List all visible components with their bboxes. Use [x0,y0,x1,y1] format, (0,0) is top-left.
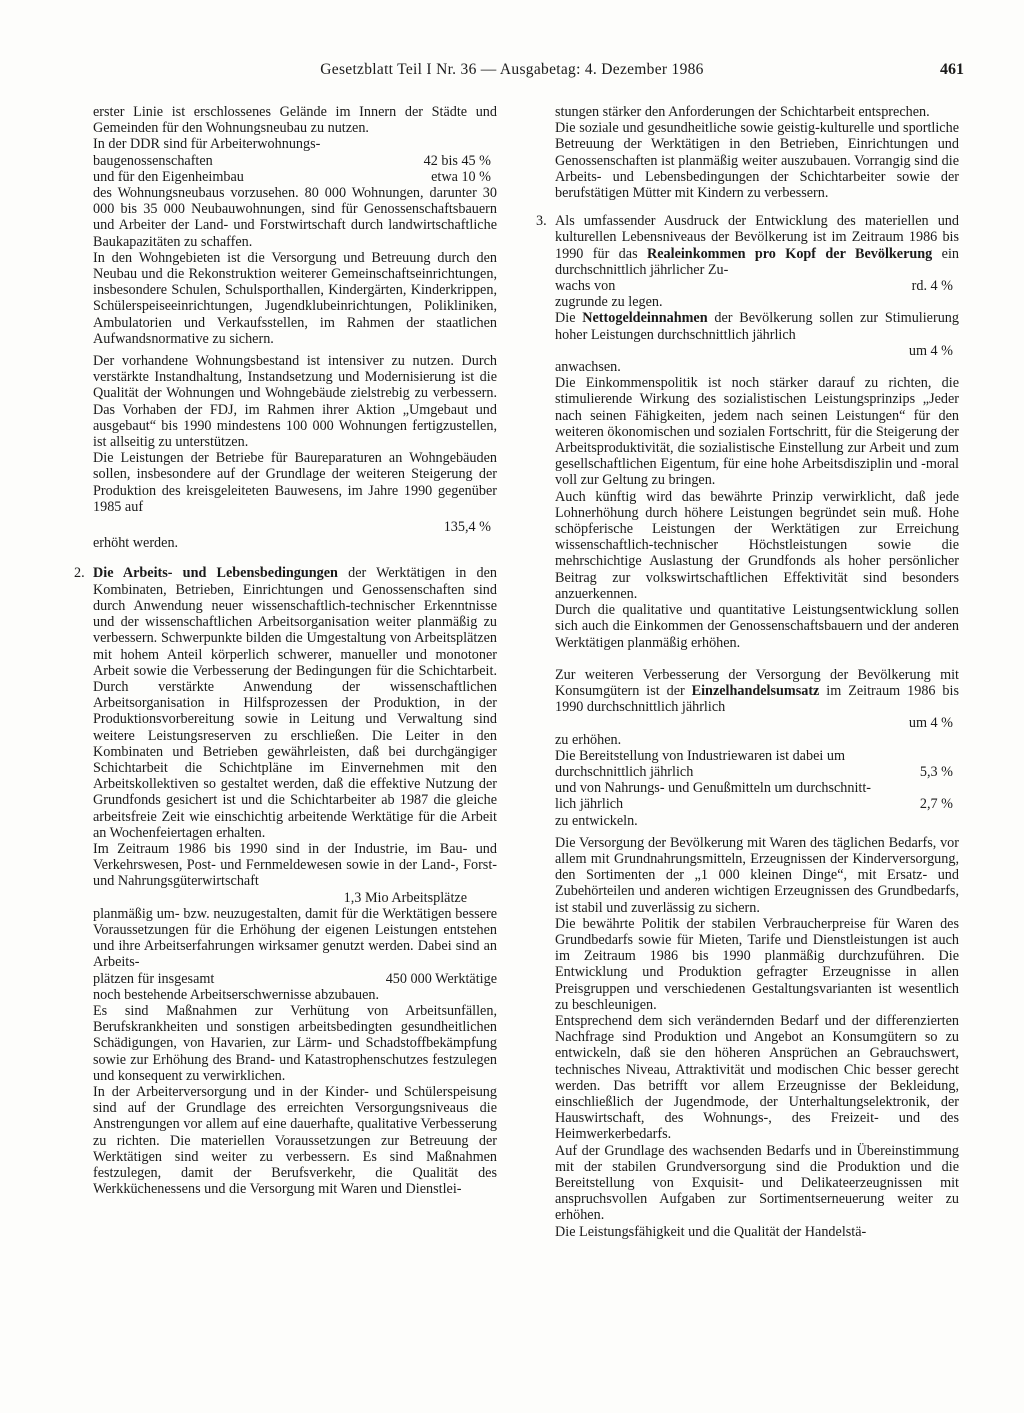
left-column [74,104,497,1198]
row-value: etwa 10 % [431,168,491,185]
paragraph: Die Leistungsfähigkeit und die Qualität der Handelstä- [555,1223,867,1240]
value-row [93,169,497,185]
paragraph-text: der Bevölkerung sollen zur Stimulierung hoher Leistungen durchschnittlich jährlich [555,310,959,343]
row-value: um 4 % [908,342,953,359]
paragraph-text: der Werktätigen in den Kombinaten, Betrieben, Einrichtungen und Genossenschaften sind durch Anwendung neuer wissenschaftlich-technischer Erkenntnisse und der wissenschaftlichen Arbeitsorganisation weiter planmäßig zu verbessern. Schwerpunkte bilden die Umgestaltung von Arbeitsplätzen mit hohem Anteil körperlich schwerer, manueller und monotoner Arbeit sowie die Verbesserung der Bedingungen für die Schichtarbeit. Durch verstärkte Anwendung der wissenschaftlichen Arbeitsorganisation in Hilfsprozessen der Produktion, in der Produktionsvorbereitung sowie in Leitung und Verwaltung sind weitere Leistungsreserven zu erschließen. Die Leiter in den Kombinaten und Betrieben gewährleisten, daß bei durchgängiger Schichtarbeit die Schichtpläne im Einvernehmen mit den Arbeitskollektiven so gestaltet werden, daß die effektive Nutzung der Grundfonds gesichert ist und die Schichtarbeiter ab 1987 die gleiche arbeitsfreie Zeit wie einschichtig arbeitende Werktätige für die Arbeit an Wochenfeiertagen erhalten. [93,565,497,841]
paragraph-end: erhöht werden. [93,535,179,552]
paragraph: planmäßig um- bzw. neuzugestalten, damit für die Werktätigen bessere Voraussetzungen für die Erhöhung der eigenen Leistungen entstehen und ihre Arbeitserfahrungen wirksamer genutzt werden. Dabei sind an Arbeits- [93,905,497,971]
row-value: 135,4 % [443,519,491,536]
list-number: 2. [74,565,85,582]
row-label: durchschnittlich jährlich [555,763,694,780]
paragraph: des Wohnungsneubaus vorzusehen. 80 000 Wohnungen, darunter 30 000 bis 35 000 Neubauwohnungen, sind für Genossenschaftsbauern und Arbeiter der Land- und Forstwirtschaft durch landwirtschaftliche Baukapazitäten zu schaffen. [93,185,497,250]
row-label: wachs von [555,278,616,295]
paragraph: Die Einkommenspolitik ist noch stärker darauf zu richten, die stimulierende Wirkung des sozialistischen Leistungsprinzips „Jeder nach seinen Fähigkeiten, jedem nach seinen Leistungen“ für den weiteren ökonomischen und sozialen Fortschritt, für die Steigerung der Arbeitsproduktivität, die sozialistische Einstellung zur Arbeit und zum gesellschaftlichen Eigentum, für eine hohe Arbeitsdisziplin und -moral voll zur Geltung zu bringen. [555,375,959,489]
paragraph: noch bestehende Arbeitserschwernisse abzubauen. [93,986,380,1003]
bold-term: Einzelhandelsumsatz [691,682,820,699]
paragraph: Der vorhandene Wohnungsbestand ist intensiver zu nutzen. Durch verstärkte Instandhaltung, Instandsetzung und Modernisierung ist die Qualität der Wohnungen und Wohngebäude zielstrebig zu verbessern. Das Vorhaben der FDJ, im Rahmen ihrer Aktion „Umgebaut und ausgebaut“ bis 1990 mindestens 100 000 Wohnungen fertigzustellen, ist allseitig zu unterstützen. [93,353,497,451]
row-value: 450 000 Werktätige [385,970,497,987]
row-value: 1,3 Mio Arbeitsplätze [343,889,467,906]
paragraph: Die Bereitstellung von Industriewaren ist dabei um [555,747,845,764]
paragraph-text: Zur weiteren Verbesserung der Versorgung der Bevölkerung mit Konsumgütern ist der [555,666,959,699]
value-row [555,796,959,812]
paragraph-end: zugrunde zu legen. [555,294,663,311]
row-value: rd. 4 % [911,278,953,295]
paragraph-end: zu entwickeln. [555,812,638,829]
right-column [536,104,959,1240]
bold-term: Nettogeldeinnahmen [582,310,708,327]
value-row [93,971,497,987]
paragraph: Die bewährte Politik der stabilen Verbraucherpreise für Waren des Grundbedarfs sowie für Mieten, Tarife und Dienstleistungen ist auch im Zeitraum 1986 bis 1990 planmäßig durchzuführen. Die Entwicklung und Produktion gefragter Erzeugnisse in allen Preisgruppen und verschiedenen Gestaltungsvarianten ist wesentlich zu beschleunigen. [555,915,959,1013]
row-label: lich jährlich [555,796,624,813]
bold-term: Die Arbeits- und Lebensbedingungen [93,565,338,582]
page-number: 461 [940,61,964,78]
paragraph: In der Arbeiterversorgung und in der Kinder- und Schülerspeisung sind auf der Grundlage des erreichten Versorgungsniveaus die Anstrengungen vor allem auf eine dauerhafte, qualitative Verbesserung zu richten. Die materiellen Voraussetzungen zur Betreuung der Werktätigen sind weiter zu verbessern. Es sind Maßnahmen festzulegen, damit der Berufsverkehr, die Qualität des Werkküchenessens und die Versorgung mit Waren und Dienstlei- [93,1083,497,1198]
paragraph: Als umfassender Ausdruck der Entwicklung des materiellen und kulturellen Lebensniveaus der Bevölkerung ist im Zeitraum 1986 bis 1990 für das Realeinkommen pro Kopf der Bevölkerung ein durchschnittlich jährlicher Zu- [555,213,959,278]
paragraph-text: im Zeitraum 1986 bis 1990 durchschnittlich jährlich [555,682,959,716]
paragraph [93,565,497,840]
list-number: 3. [536,213,547,230]
paragraph: erster Linie ist erschlossenes Gelände im Innern der Städte und Gemeinden für den Wohnungsneubau zu nutzen. [93,104,497,137]
paragraph: Die soziale und gesundheitliche sowie geistig-kulturelle und sportliche Betreuung der Werktätigen in den Betrieben, Einrichtungen und Genossenschaften ist planmäßig weiter auszubauen. Vorrangig sind die Arbeits- und Lebensbedingungen der Schichtarbeiter sowie der berufstätigen Mütter mit Kindern zu verbessern. [555,120,959,202]
paragraph: Es sind Maßnahmen zur Verhütung von Arbeitsunfällen, Berufskrankheiten und sonstigen arbeitsbedingten gesundheitlichen Schädigungen, von Havarien, zur Lärm- und Schadstoffbekämpfung sowie zur Erhöhung des Brand- und Katastrophenschutzes festzulegen und konsequent zu verwirklichen. [93,1002,497,1084]
paragraph: Die Versorgung der Bevölkerung mit Waren des täglichen Bedarfs, vor allem mit Grundnahrungsmitteln, Erzeugnissen der Kinderversorgung, den Sortimenten der „1 000 kleinen Dinge“, mit Ersatz- und Zubehörteilen und anderen wichtigen Erzeugnissen des Grundbedarfs, ist stabil und zuverlässig zu sichern. [555,834,959,916]
list-item-3 [536,213,959,1240]
paragraph: In den Wohngebieten ist die Versorgung und Betreuung durch den Neubau und die Rekonstruktion weiterer Gemeinschaftseinrichtungen, insbesondere Schulen, Schulsporthallen, Kindergärten, Kinderkrippen, Schülerspeiseeinrichtungen, Jugendklubeinrichtungen, Polikliniken, Ambulatorien und Verkaufsstellen, im Rahmen der staatlichen Aufwandsnormative zu sichern. [93,249,497,347]
paragraph: und von Nahrungs- und Genußmitteln um durchschnitt- [555,780,872,797]
paragraph: Auf der Grundlage des wachsenden Bedarfs und in Übereinstimmung mit der stabilen Grundversorgung sind die Produktion und die Bereitstellung von Exquisit- und Delikateerzeugnissen mit anspruchsvollen Aufgaben zur Sortimentserneuerung weiter zu erhöhen. [555,1142,959,1224]
paragraph: stungen stärker den Anforderungen der Schichtarbeit entsprechen. [555,104,930,120]
paragraph: Auch künftig wird das bewährte Prinzip verwirklicht, daß jede Lohnerhöhung durch höhere Leistungen begründet sein muß. Hohe schöpferische Leistungen der Werktätigen zur Erreichung wissenschaftlich-technischer Höchstleistungen sowie die mehrschichtige Auslastung der Grundfonds als hoher persönlicher Beitrag zur volkswirtschaftlichen Effektivität sind besonders anzuerkennen. [555,488,959,602]
row-value: 2,7 % [919,796,953,813]
row-value: 42 bis 45 % [423,152,491,169]
row-label: plätzen für insgesamt [93,970,215,987]
row-label: baugenossenschaften [93,152,213,169]
paragraph-text: Die [555,310,583,327]
paragraph: Im Zeitraum 1986 bis 1990 sind in der Industrie, im Bau- und Verkehrswesen, Post- und Fernmeldewesen sowie in der Land-, Forst- und Nahrungsgüterwirtschaft [93,840,497,890]
header-title: Gesetzblatt Teil I Nr. 36 — Ausgabetag: 4. Dezember 1986 [320,61,704,78]
paragraph-text: Als umfassender Ausdruck der Entwicklung des materiellen und kulturellen Lebensniveaus der Bevölkerung ist im Zeitraum 1986 bis 1990 für das [555,213,959,262]
paragraph: Durch die qualitative und quantitative Leistungsentwicklung sollen sich auch die Einkommen der Genossenschaftsbauern und der anderen Werktätigen planmäßig erhöhen. [555,602,959,651]
paragraph [555,667,959,716]
row-value: 5,3 % [919,763,953,780]
paragraph: Die Leistungen der Betriebe für Baureparaturen an Wohngebäuden sollen, insbesondere auf der Grundlage der weiteren Steigerung der Produktion des kreisgeleiteten Bauwesens, im Jahre 1990 gegenüber 1985 auf [93,450,497,515]
bold-term: Realeinkommen pro Kopf der Bevölkerung [646,245,933,262]
value-row [93,153,497,169]
row-value: um 4 % [908,715,953,732]
paragraph-end: zu erhöhen. [555,731,622,748]
paragraph [555,310,959,342]
row-label: und für den Eigenheimbau [93,168,244,185]
list-item-2 [74,565,497,841]
paragraph: Entsprechend dem sich verändernden Bedarf und der differenzierten Nachfrage sind Produktion und Angebot an Konsumgütern so zu entwickeln, daß sie den höheren Ansprüchen an Gebrauchswert, technisches Niveau, Attraktivität und modischen Chic besser gerecht werden. Das betrifft vor allem Erzeugnisse der Bekleidung, einschließlich der Jugendmode, der Unterhaltungselektronik, der Hauswirtschaft, des Wohnungs-, des Freizeit- und des Heimwerkerbedarfs. [555,1012,959,1143]
paragraph-end: anwachsen. [555,359,621,376]
page-header [0,62,1024,84]
value-row [555,764,959,780]
value-row [555,278,959,294]
paragraph-intro: In der DDR sind für Arbeiterwohnungs- [93,136,321,153]
